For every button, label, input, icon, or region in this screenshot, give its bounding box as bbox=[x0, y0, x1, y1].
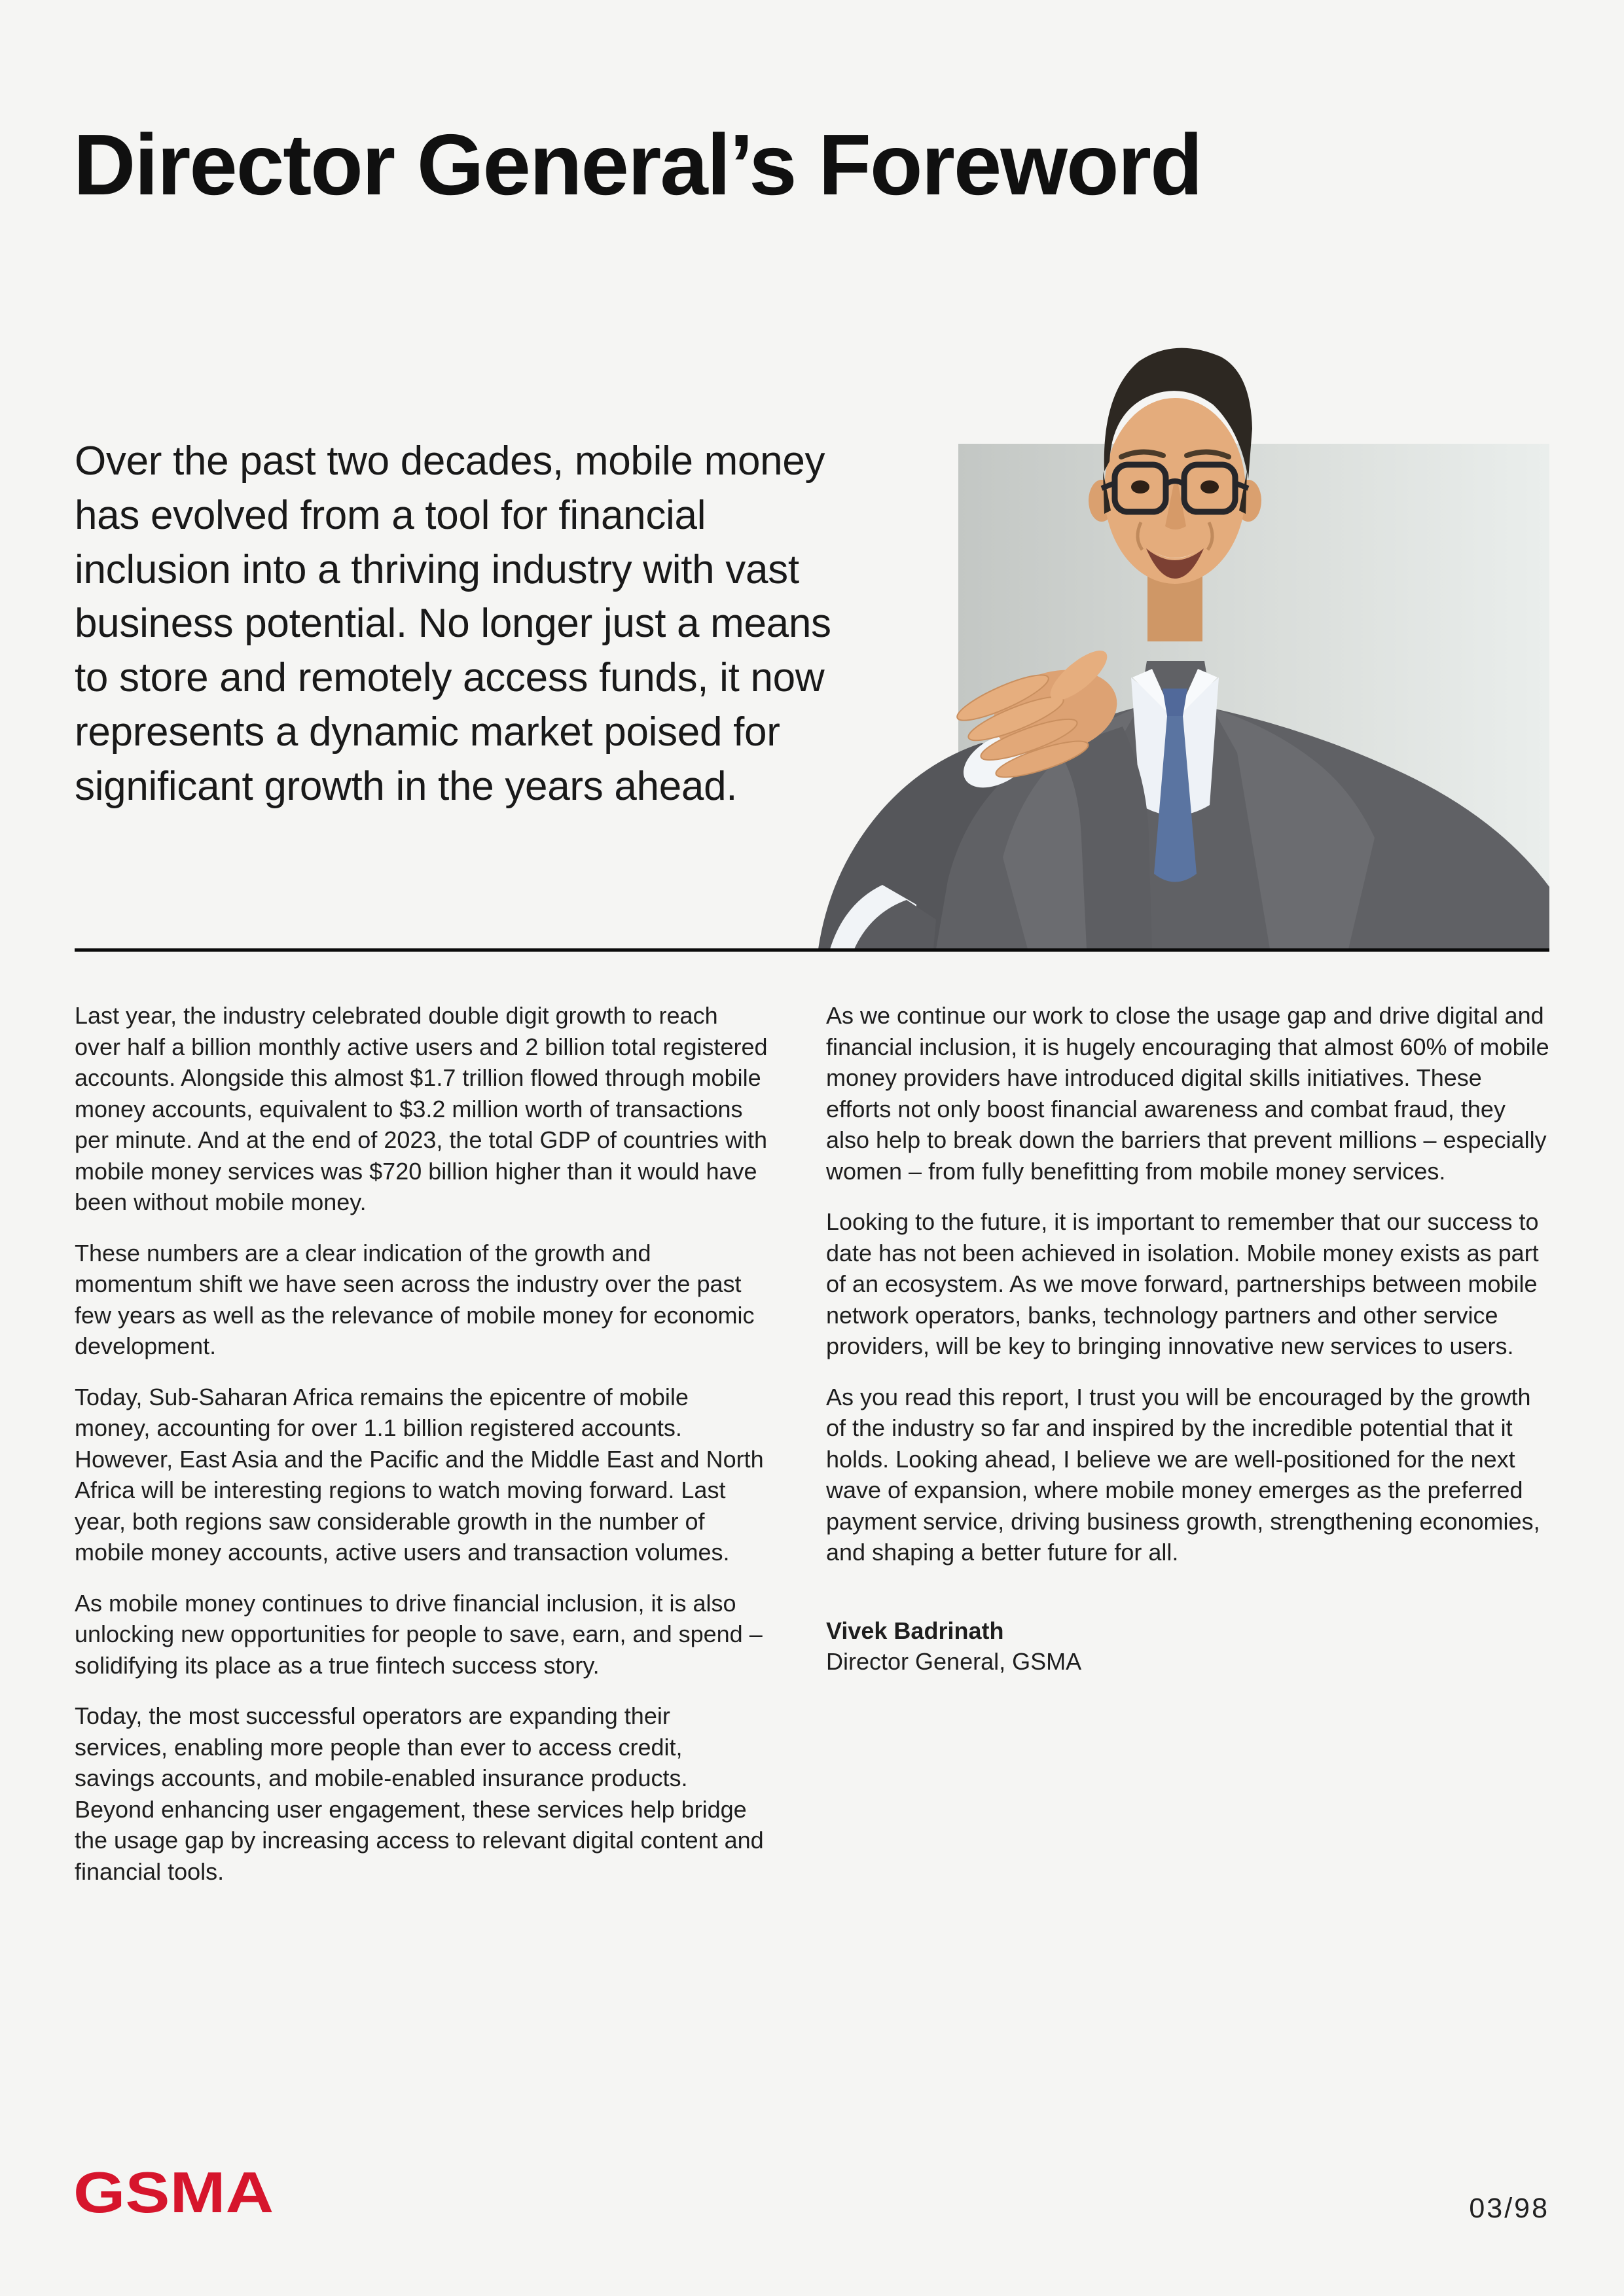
gsma-logo: GSMA bbox=[73, 2160, 274, 2225]
body-paragraph: As you read this report, I trust you will be encouraged by the growth of the industry so far and inspired by the incredible potential that it holds. Looking ahead, I believe we are well-positioned for the next wave of expansion, where mobile money emerges as the preferred payment service, driving business growth, strengthening economies, and shaping a better future for all. bbox=[826, 1383, 1540, 1566]
body-paragraph: Last year, the industry celebrated double digit growth to reach over half a billion monthly active users and 2 billion total registered accounts. Alongside this almost $1.7 trillion flowed through mobile money accounts, equivalent to $3.2 million worth of transactions per minute. And at the end of 2023, the total GDP of countries with mobile money services was $720 billion higher than it would have been without mobile money. bbox=[75, 1002, 768, 1216]
page-title: Director General’s Foreword bbox=[73, 117, 1202, 213]
body-columns bbox=[75, 1000, 1549, 1907]
body-paragraph: These numbers are a clear indication of the growth and momentum shift we have seen across the industry over the past few years as well as the relevance of mobile money for economic development. bbox=[75, 1239, 755, 1360]
signature-name: Vivek Badrinath bbox=[826, 1617, 1004, 1644]
column-left bbox=[75, 1000, 768, 1907]
signature-role: Director General, GSMA bbox=[826, 1648, 1082, 1676]
body-paragraph: Today, Sub-Saharan Africa remains the epicentre of mobile money, accounting for over 1.1 billion registered accounts. However, East Asia and the Pacific and the Middle East and North Africa will be interesting regions to watch moving forward. Last year, both regions saw considerable growth in the number of mobile money accounts, active users and transaction volumes. bbox=[75, 1383, 764, 1566]
body-paragraph: As mobile money continues to drive financial inclusion, it is also unlocking new opportunities for people to save, earn, and spend – solidifying its place as a true fintech success story. bbox=[75, 1589, 763, 1679]
divider-rule bbox=[75, 948, 1549, 952]
portrait-photo bbox=[720, 295, 1549, 949]
column-right bbox=[826, 1000, 1549, 1907]
body-paragraph: Looking to the future, it is important to remember that our success to date has not been achieved in isolation. Mobile money exists as part of an ecosystem. As we move forward, partnerships between mobile network operators, banks, technology partners and other service providers, will be key to bringing innovative new services to users. bbox=[826, 1208, 1539, 1360]
body-paragraph: Today, the most successful operators are expanding their services, enabling more people than ever to access credit, savings accounts, and mobile-enabled insurance products. Beyond enhancing user engagement, these services help bridge the usage gap by increasing access to relevant digital content and financial tools. bbox=[75, 1702, 764, 1885]
lede-paragraph: Over the past two decades, mobile money has evolved from a tool for financial inclusion into a thriving industry with vast business potential. No longer just a means to store and remotely access funds, it now represents a dynamic market poised for significant growth in the years ahead. bbox=[75, 439, 831, 809]
page-number: 03/98 bbox=[1469, 2193, 1549, 2224]
signature-block bbox=[826, 1615, 1549, 1677]
body-paragraph: As we continue our work to close the usage gap and drive digital and financial inclusion, it is hugely encouraging that almost 60% of mobile money providers have introduced digital skills initiatives. These efforts not only boost financial awareness and combat fraud, they also help to break down the barriers that prevent millions – especially women – from fully benefitting from mobile money services. bbox=[826, 1002, 1549, 1185]
